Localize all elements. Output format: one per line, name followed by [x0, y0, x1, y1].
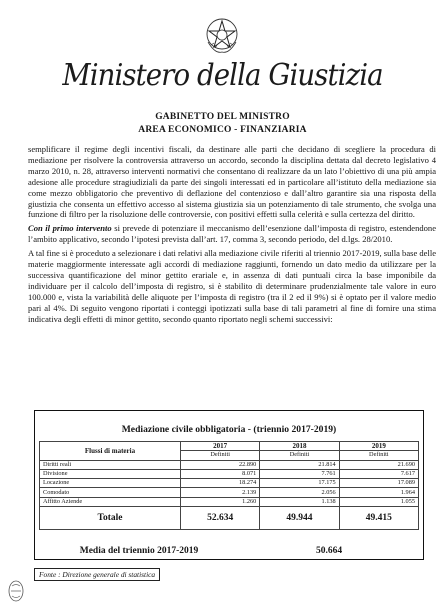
cell-value: 7.617 [339, 469, 418, 478]
total-value: 49.415 [339, 507, 418, 530]
source-note: Fonte : Direzione generale di statistica [34, 568, 160, 581]
table-row [40, 488, 419, 497]
table-row [40, 479, 419, 488]
total-row [40, 507, 419, 530]
cell-value: 21.814 [260, 460, 339, 469]
cell-value: 22.890 [181, 460, 260, 469]
ministry-title: Ministero della Giustizia [62, 58, 383, 93]
year-header: 2017 [181, 442, 260, 451]
cell-value: 1.964 [339, 488, 418, 497]
year-header: 2019 [339, 442, 418, 451]
cell-value: 18.274 [181, 479, 260, 488]
paragraph-3: A tal fine si è proceduto a selezionare i dati relativi alla mediazione civile riferiti al triennio 2017-2019, sulla base delle materie maggiormente interessate agli accordi di mediazione raggiunti, fornendo un dato medio da utilizzare per la successiva quantificazione del minor gettito erariale e, in assenza di dati puntuali circa la base imponibile da individuare per il calcolo dell’imposta di registro, si è stabilito di determinare prudenzialmente tale valore in euro 100.000 e, vista la variabilità delle aliquote per l’imposta di registro (tra il 2 ed il 9%) si è optato per il valore medio pari al 4%. Di seguito vengono riportati i conteggi ipotizzati sulla base di tali parametri al fine di fornire una stima indicativa degli effetti di minor gettito, secondo quanto riportato negli schemi successivi: [28, 248, 436, 324]
cell-value: 1.138 [260, 497, 339, 506]
mean-label: Media del triennio 2017-2019 [79, 546, 199, 556]
total-value: 49.944 [260, 507, 339, 530]
flussi-header: Flussi di materia [40, 442, 181, 461]
cell-value: 21.690 [339, 460, 418, 469]
cell-value: 7.761 [260, 469, 339, 478]
paragraph-1: semplificare il regime degli incentivi fiscali, da destinare alle parti che decidano di scegliere la procedura di mediazione per risolvere la controversia attraverso un accordo, secondo la disciplina dettata dal decreto legislativo 4 marzo 2010, n. 28, attraverso interventi normativi che consentano di realizzare da un lato l’obiettivo di una più ampia adesione alle procedure stragiudiziali da parte dei singoli interessati ed in particolare all’istituto della mediazione sia come mezzo obbligatorio che preventivo di deflazione del contenzioso e dall’altro garantire sia una risposta della giustizia che consenta un effettivo accesso al sistema giustizia sia un potenziamento di tale strumento, che svolga una funzione di filtro per la risoluzione delle controversie, con positivi effetti sulla celerità e sulla certezza del diritto. [28, 144, 436, 220]
row-label: Affitto Aziende [40, 497, 181, 506]
table-row [40, 497, 419, 506]
row-label: Locazione [40, 479, 181, 488]
office-area: AREA ECONOMICO - FINANZIARIA [138, 125, 307, 135]
mediation-table [39, 441, 419, 530]
table-title: Mediazione civile obbligatoria - (triennio 2017-2019) [121, 424, 337, 435]
document-body [28, 144, 436, 325]
total-label: Totale [40, 507, 181, 530]
cell-value: 17.089 [339, 479, 418, 488]
cell-value: 1.260 [181, 497, 260, 506]
cell-value: 8.071 [181, 469, 260, 478]
mean-row [39, 541, 419, 561]
mean-value: 50.664 [315, 546, 343, 556]
table-row [40, 460, 419, 469]
paragraph-2 [28, 223, 436, 245]
table-row [40, 469, 419, 478]
cell-value: 17.175 [260, 479, 339, 488]
status-header: Definiti [260, 451, 339, 460]
status-header: Definiti [339, 451, 418, 460]
italian-republic-emblem-icon [203, 14, 241, 56]
mediation-table-box [34, 410, 424, 560]
paragraph-2-lead: Con il primo intervento [28, 223, 112, 234]
cell-value: 2.139 [181, 488, 260, 497]
page-stamp-icon [6, 578, 26, 604]
paragraph-2-text: si prevede di potenziare il meccanismo dell’esenzione dall’imposta di registro, estendendone l’ambito applicativo, secondo l’ipotesi prevista dall’art. 17, comma 3, secondo periodo, del d.lgs. 28/2010. [28, 223, 436, 245]
total-value: 52.634 [181, 507, 260, 530]
row-label: Diritti reali [40, 460, 181, 469]
status-header: Definiti [181, 451, 260, 460]
cell-value: 2.056 [260, 488, 339, 497]
year-header: 2018 [260, 442, 339, 451]
office-name: GABINETTO DEL MINISTRO [155, 112, 290, 122]
cell-value: 1.055 [339, 497, 418, 506]
row-label: Comodato [40, 488, 181, 497]
row-label: Divisione [40, 469, 181, 478]
